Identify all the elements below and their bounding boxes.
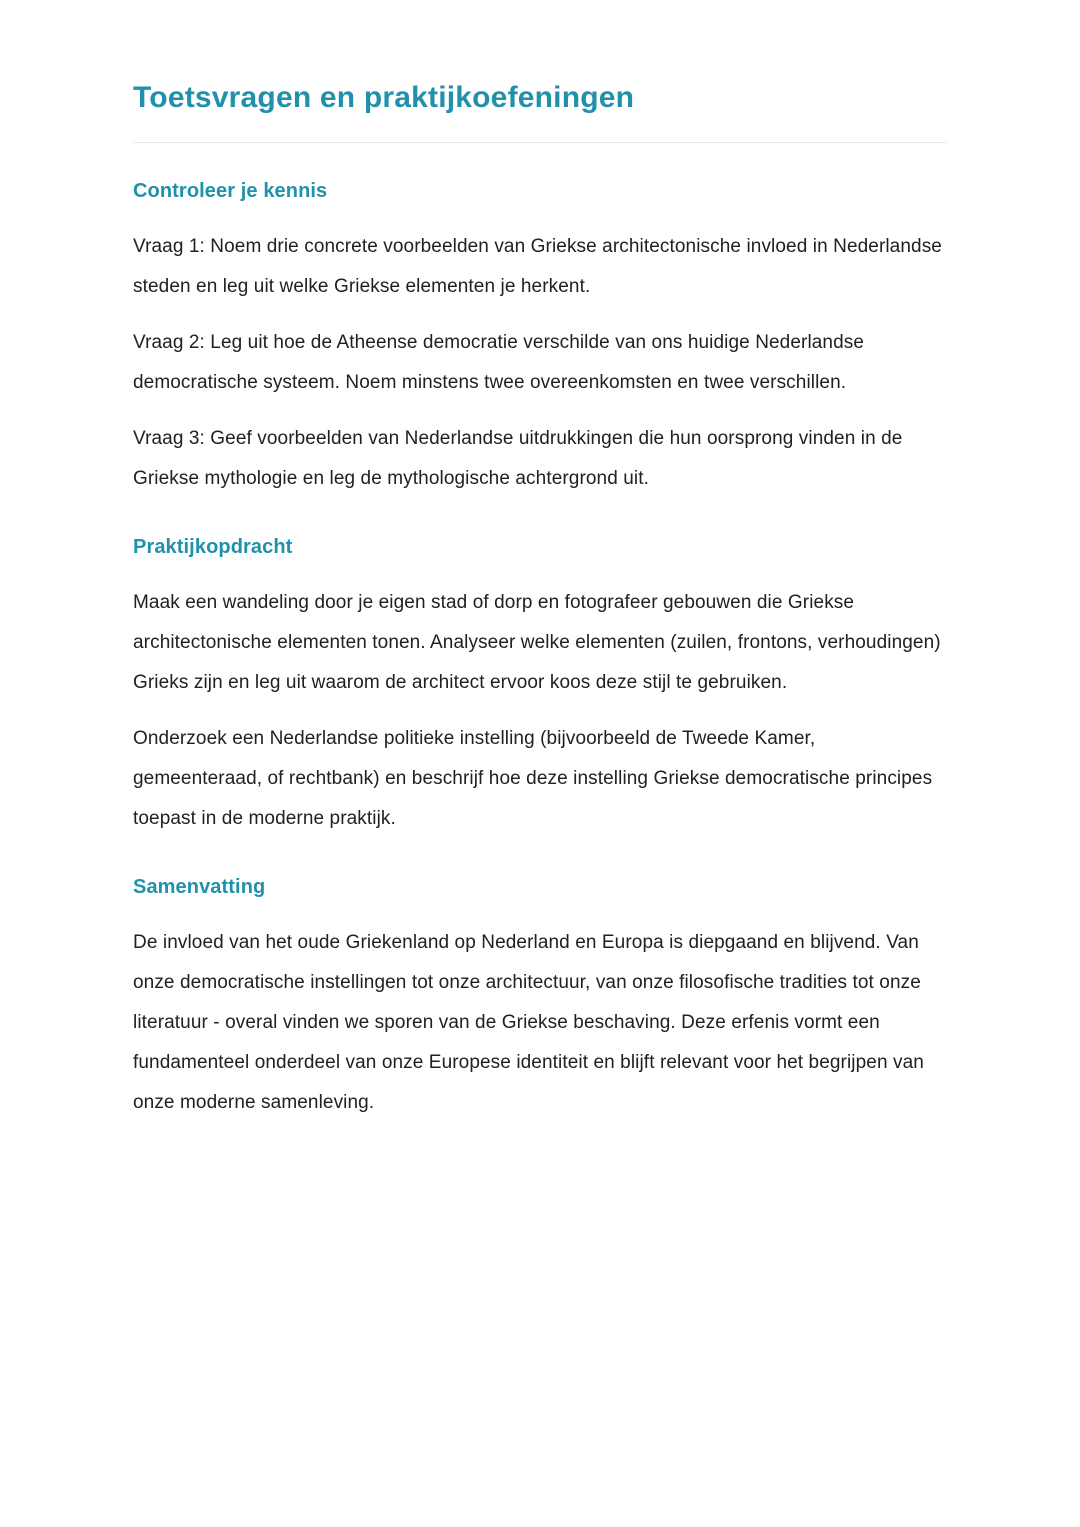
paragraph-vraag-1: Vraag 1: Noem drie concrete voorbeelden van Griekse architectonische invloed in Nederlandse steden en leg uit welke Griekse elementen je herkent. xyxy=(133,236,942,297)
paragraph-praktijkopdracht-2: Onderzoek een Nederlandse politieke instelling (bijvoorbeeld de Tweede Kamer, gemeenteraad, of rechtbank) en beschrijf hoe deze instelling Griekse democratische principes toepast in de moderne praktijk. xyxy=(133,728,933,829)
page-title: Toetsvragen en praktijkoefeningen xyxy=(133,81,635,114)
paragraph-vraag-3: Vraag 3: Geef voorbeelden van Nederlandse uitdrukkingen die hun oorsprong vinden in de Griekse mythologie en leg de mythologische achtergrond uit. xyxy=(133,428,903,489)
paragraph-vraag-2: Vraag 2: Leg uit hoe de Atheense democratie verschilde van ons huidige Nederlandse democratische systeem. Noem minstens twee overeenkomsten en twee verschillen. xyxy=(133,332,865,393)
paragraph-praktijkopdracht-1: Maak een wandeling door je eigen stad of dorp en fotografeer gebouwen die Griekse architectonische elementen tonen. Analyseer welke elementen (zuilen, frontons, verhoudingen) Grieks zijn en leg uit waarom de architect ervoor koos deze stijl te gebruiken. xyxy=(133,592,941,693)
section-heading-praktijkopdracht: Praktijkopdracht xyxy=(133,536,293,558)
section-heading-controleer-je-kennis: Controleer je kennis xyxy=(133,180,328,202)
section-heading-samenvatting: Samenvatting xyxy=(133,876,266,898)
title-divider xyxy=(133,142,947,143)
paragraph-samenvatting: De invloed van het oude Griekenland op Nederland en Europa is diepgaand en blijvend. Van onze democratische instellingen tot onze architectuur, van onze filosofische tradities tot onze literatuur - overal vinden we sporen van de Griekse beschaving. Deze erfenis vormt een fundamenteel onderdeel van onze Europese identiteit en blijft relevant voor het begrijpen van onze moderne samenleving. xyxy=(133,932,924,1113)
